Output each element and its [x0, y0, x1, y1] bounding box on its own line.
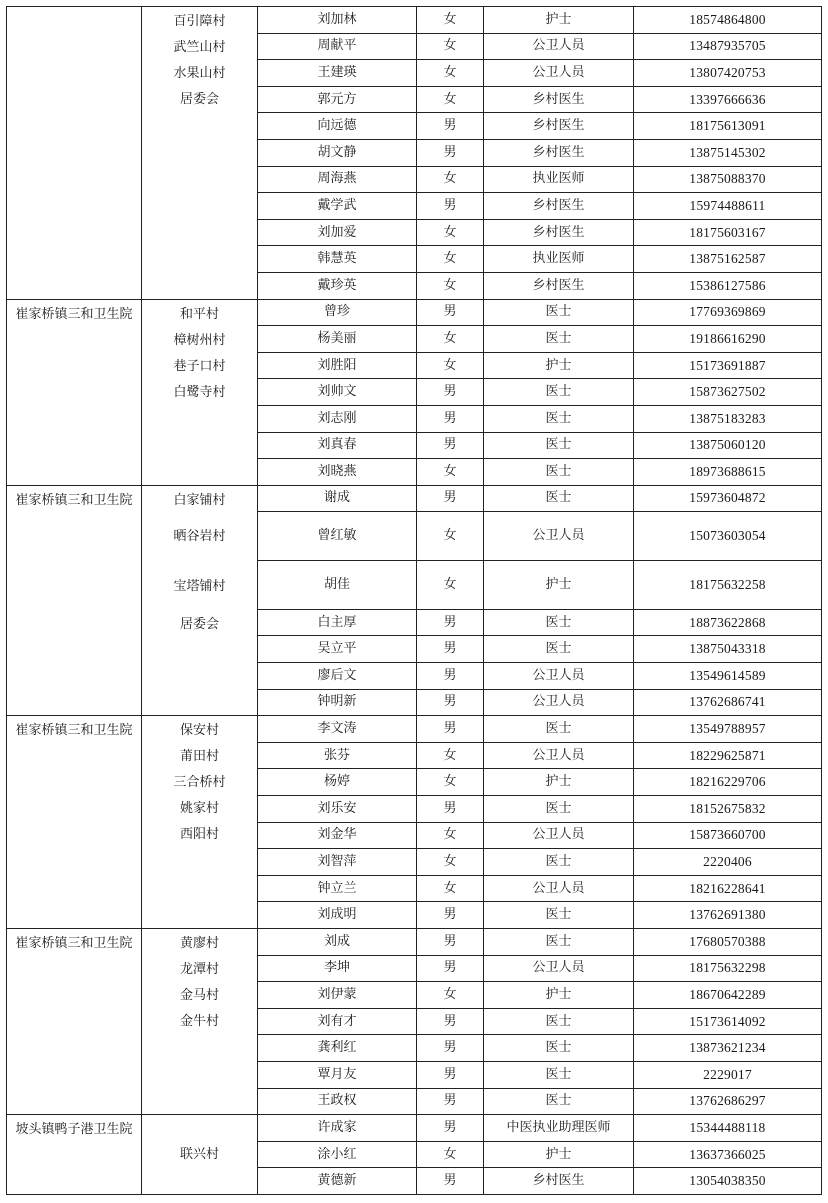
staff-role: 医士 — [484, 485, 634, 512]
staff-name: 黄德新 — [258, 1168, 417, 1195]
village-name: 白家铺村 — [173, 492, 226, 508]
village-cell — [142, 929, 258, 1115]
staff-name: 刘晓燕 — [258, 459, 417, 486]
staff-role: 医士 — [484, 432, 634, 459]
staff-phone: 13875060120 — [634, 432, 822, 459]
staff-gender: 男 — [417, 716, 484, 743]
staff-phone: 18175613091 — [634, 113, 822, 140]
staff-name: 涂小红 — [258, 1141, 417, 1168]
village-name: 樟树州村 — [173, 332, 226, 348]
village-name: 保安村 — [179, 723, 219, 739]
staff-name: 刘金华 — [258, 822, 417, 849]
staff-phone: 13875088370 — [634, 166, 822, 193]
staff-gender: 男 — [417, 1008, 484, 1035]
staff-phone: 18873622868 — [634, 609, 822, 636]
staff-phone: 15173614092 — [634, 1008, 822, 1035]
staff-name: 李文涛 — [258, 716, 417, 743]
staff-name: 胡文静 — [258, 139, 417, 166]
unit-cell — [7, 485, 142, 716]
staff-gender: 女 — [417, 352, 484, 379]
staff-role: 护士 — [484, 769, 634, 796]
staff-phone: 13054038350 — [634, 1168, 822, 1195]
staff-gender: 男 — [417, 193, 484, 220]
staff-role: 乡村医生 — [484, 272, 634, 299]
staff-role: 执业医师 — [484, 166, 634, 193]
staff-name: 周海燕 — [258, 166, 417, 193]
staff-phone: 13549788957 — [634, 716, 822, 743]
staff-name: 许成家 — [258, 1115, 417, 1142]
staff-role: 执业医师 — [484, 246, 634, 273]
staff-gender: 男 — [417, 609, 484, 636]
staff-table-body — [7, 7, 822, 1195]
staff-phone: 15073603054 — [634, 512, 822, 561]
staff-phone: 13762691380 — [634, 902, 822, 929]
unit-cell — [7, 716, 142, 929]
staff-gender: 女 — [417, 982, 484, 1009]
staff-role: 乡村医生 — [484, 1168, 634, 1195]
staff-gender: 女 — [417, 246, 484, 273]
staff-gender: 男 — [417, 1115, 484, 1142]
staff-gender: 男 — [417, 113, 484, 140]
staff-name: 刘伊蒙 — [258, 982, 417, 1009]
staff-role: 公卫人员 — [484, 955, 634, 982]
staff-name: 龚利红 — [258, 1035, 417, 1062]
staff-name: 刘志刚 — [258, 405, 417, 432]
staff-name: 周献平 — [258, 33, 417, 60]
staff-gender: 女 — [417, 512, 484, 561]
staff-role: 医士 — [484, 849, 634, 876]
staff-role: 护士 — [484, 7, 634, 34]
staff-gender: 男 — [417, 1168, 484, 1195]
staff-gender: 男 — [417, 663, 484, 690]
staff-gender: 男 — [417, 299, 484, 326]
staff-phone: 15386127586 — [634, 272, 822, 299]
staff-gender: 女 — [417, 166, 484, 193]
staff-gender: 女 — [417, 86, 484, 113]
staff-name: 王政权 — [258, 1088, 417, 1115]
staff-phone: 18175603167 — [634, 219, 822, 246]
staff-name: 胡佳 — [258, 561, 417, 610]
staff-gender: 女 — [417, 1141, 484, 1168]
table-row — [7, 7, 822, 34]
staff-gender: 男 — [417, 955, 484, 982]
village-cell — [142, 299, 258, 485]
table-row — [7, 716, 822, 743]
staff-gender: 女 — [417, 875, 484, 902]
staff-gender: 女 — [417, 272, 484, 299]
staff-phone: 13875183283 — [634, 405, 822, 432]
table-row — [7, 1115, 822, 1142]
staff-role: 医士 — [484, 1088, 634, 1115]
staff-name: 刘智萍 — [258, 849, 417, 876]
staff-name: 刘成 — [258, 929, 417, 956]
staff-gender: 女 — [417, 33, 484, 60]
table-row — [7, 485, 822, 512]
staff-gender: 女 — [417, 849, 484, 876]
village-name: 水果山村 — [173, 66, 226, 81]
staff-phone: 15873660700 — [634, 822, 822, 849]
staff-name: 韩慧英 — [258, 246, 417, 273]
staff-phone: 13875162587 — [634, 246, 822, 273]
staff-phone: 13873621234 — [634, 1035, 822, 1062]
staff-role: 医士 — [484, 902, 634, 929]
village-name: 金牛村 — [179, 1014, 219, 1029]
staff-phone: 19186616290 — [634, 326, 822, 353]
staff-name: 钟明新 — [258, 689, 417, 716]
staff-name: 郭元方 — [258, 86, 417, 113]
staff-name: 杨婷 — [258, 769, 417, 796]
staff-role: 医士 — [484, 299, 634, 326]
staff-name: 刘帅文 — [258, 379, 417, 406]
staff-name: 钟立兰 — [258, 875, 417, 902]
staff-gender: 男 — [417, 485, 484, 512]
staff-gender: 男 — [417, 689, 484, 716]
unit-cell — [7, 299, 142, 485]
staff-name: 戴珍英 — [258, 272, 417, 299]
village-name: 武竺山村 — [173, 40, 226, 55]
staff-gender: 男 — [417, 139, 484, 166]
staff-name: 吴立平 — [258, 636, 417, 663]
staff-gender: 女 — [417, 822, 484, 849]
staff-role: 护士 — [484, 352, 634, 379]
village-name: 三合桥村 — [173, 775, 226, 791]
staff-role: 公卫人员 — [484, 60, 634, 87]
village-cell — [142, 716, 258, 929]
staff-phone: 15973604872 — [634, 485, 822, 512]
staff-role: 乡村医生 — [484, 193, 634, 220]
staff-phone: 13807420753 — [634, 60, 822, 87]
staff-gender: 男 — [417, 929, 484, 956]
village-name: 莆田村 — [179, 749, 219, 765]
village-name: 西阳村 — [179, 827, 219, 843]
staff-phone: 2220406 — [634, 849, 822, 876]
staff-role: 医士 — [484, 379, 634, 406]
staff-gender: 男 — [417, 405, 484, 432]
staff-phone: 15974488611 — [634, 193, 822, 220]
staff-name: 王建瑛 — [258, 60, 417, 87]
staff-phone: 13875145302 — [634, 139, 822, 166]
staff-role: 医士 — [484, 929, 634, 956]
staff-role: 医士 — [484, 609, 634, 636]
unit-name: 崔家桥镇三和卫生院 — [15, 306, 133, 322]
staff-phone: 18670642289 — [634, 982, 822, 1009]
village-name: 百引障村 — [173, 14, 226, 29]
staff-name: 刘加爱 — [258, 219, 417, 246]
unit-name: 崔家桥镇三和卫生院 — [15, 723, 133, 739]
staff-name: 刘有才 — [258, 1008, 417, 1035]
village-cell — [142, 1115, 258, 1195]
village-name: 黄廖村 — [179, 936, 219, 951]
staff-phone: 15173691887 — [634, 352, 822, 379]
staff-name: 曾红敏 — [258, 512, 417, 561]
staff-role: 公卫人员 — [484, 512, 634, 561]
staff-role: 公卫人员 — [484, 33, 634, 60]
staff-gender: 女 — [417, 742, 484, 769]
staff-phone: 15873627502 — [634, 379, 822, 406]
staff-name: 刘加林 — [258, 7, 417, 34]
staff-name: 张芬 — [258, 742, 417, 769]
staff-role: 公卫人员 — [484, 742, 634, 769]
staff-name: 杨美丽 — [258, 326, 417, 353]
village-name: 居委会 — [179, 92, 219, 107]
staff-phone: 13397666636 — [634, 86, 822, 113]
staff-role: 乡村医生 — [484, 113, 634, 140]
staff-gender: 男 — [417, 1035, 484, 1062]
staff-role: 医士 — [484, 326, 634, 353]
staff-phone: 15344488118 — [634, 1115, 822, 1142]
staff-role: 医士 — [484, 459, 634, 486]
staff-phone: 17680570388 — [634, 929, 822, 956]
staff-name: 刘真春 — [258, 432, 417, 459]
staff-gender: 女 — [417, 7, 484, 34]
staff-phone: 18229625871 — [634, 742, 822, 769]
staff-phone: 13637366025 — [634, 1141, 822, 1168]
village-cell — [142, 7, 258, 300]
unit-name: 坡头镇鸭子港卫生院 — [15, 1122, 133, 1138]
staff-role: 护士 — [484, 982, 634, 1009]
staff-role: 护士 — [484, 1141, 634, 1168]
staff-role: 中医执业助理医师 — [484, 1115, 634, 1142]
village-name: 巷子口村 — [173, 358, 226, 374]
table-row — [7, 299, 822, 326]
staff-name: 刘乐安 — [258, 796, 417, 823]
staff-name: 刘胜阳 — [258, 352, 417, 379]
staff-role: 乡村医生 — [484, 86, 634, 113]
staff-name: 廖后文 — [258, 663, 417, 690]
staff-phone: 18152675832 — [634, 796, 822, 823]
staff-role: 医士 — [484, 796, 634, 823]
village-name: 龙潭村 — [179, 962, 219, 977]
staff-role: 医士 — [484, 636, 634, 663]
staff-phone: 18216228641 — [634, 875, 822, 902]
staff-phone: 17769369869 — [634, 299, 822, 326]
staff-phone: 18175632258 — [634, 561, 822, 610]
staff-role: 公卫人员 — [484, 689, 634, 716]
staff-gender: 男 — [417, 432, 484, 459]
village-name: 和平村 — [179, 306, 219, 322]
staff-role: 公卫人员 — [484, 822, 634, 849]
staff-gender: 男 — [417, 902, 484, 929]
village-name: 晒谷岩村 — [173, 528, 226, 544]
village-name: 白鹭寺村 — [173, 384, 226, 400]
staff-gender: 女 — [417, 60, 484, 87]
staff-phone: 13762686741 — [634, 689, 822, 716]
staff-gender: 女 — [417, 561, 484, 610]
staff-role: 公卫人员 — [484, 663, 634, 690]
staff-role: 医士 — [484, 1035, 634, 1062]
staff-role: 医士 — [484, 1061, 634, 1088]
staff-gender: 女 — [417, 219, 484, 246]
staff-role: 乡村医生 — [484, 139, 634, 166]
staff-phone: 18973688615 — [634, 459, 822, 486]
staff-role: 医士 — [484, 405, 634, 432]
staff-phone: 18216229706 — [634, 769, 822, 796]
staff-role: 护士 — [484, 561, 634, 610]
unit-name: 崔家桥镇三和卫生院 — [15, 936, 133, 951]
staff-role: 乡村医生 — [484, 219, 634, 246]
staff-name: 李坤 — [258, 955, 417, 982]
staff-phone: 2229017 — [634, 1061, 822, 1088]
unit-name: 崔家桥镇三和卫生院 — [15, 492, 133, 508]
staff-name: 白主厚 — [258, 609, 417, 636]
staff-gender: 男 — [417, 1088, 484, 1115]
staff-gender: 女 — [417, 769, 484, 796]
staff-gender: 男 — [417, 1061, 484, 1088]
village-name: 联兴村 — [179, 1146, 219, 1162]
village-cell — [142, 485, 258, 716]
village-name: 宝塔铺村 — [173, 578, 226, 594]
unit-cell — [7, 7, 142, 300]
staff-name: 刘成明 — [258, 902, 417, 929]
staff-name: 覃月友 — [258, 1061, 417, 1088]
staff-gender: 女 — [417, 459, 484, 486]
unit-cell — [7, 1115, 142, 1195]
village-name: 居委会 — [179, 616, 219, 632]
village-name: 姚家村 — [179, 801, 219, 817]
staff-name: 向远德 — [258, 113, 417, 140]
table-row — [7, 929, 822, 956]
staff-role: 医士 — [484, 716, 634, 743]
unit-cell — [7, 929, 142, 1115]
staff-name: 曾珍 — [258, 299, 417, 326]
staff-role: 公卫人员 — [484, 875, 634, 902]
staff-table — [6, 6, 822, 1195]
staff-name: 谢成 — [258, 485, 417, 512]
staff-phone: 18574864800 — [634, 7, 822, 34]
staff-phone: 13549614589 — [634, 663, 822, 690]
staff-phone: 13762686297 — [634, 1088, 822, 1115]
staff-gender: 男 — [417, 796, 484, 823]
staff-gender: 男 — [417, 379, 484, 406]
staff-role: 医士 — [484, 1008, 634, 1035]
staff-name: 戴学武 — [258, 193, 417, 220]
staff-phone: 18175632298 — [634, 955, 822, 982]
staff-gender: 男 — [417, 636, 484, 663]
village-name: 金马村 — [179, 988, 219, 1003]
staff-gender: 女 — [417, 326, 484, 353]
staff-phone: 13487935705 — [634, 33, 822, 60]
staff-phone: 13875043318 — [634, 636, 822, 663]
